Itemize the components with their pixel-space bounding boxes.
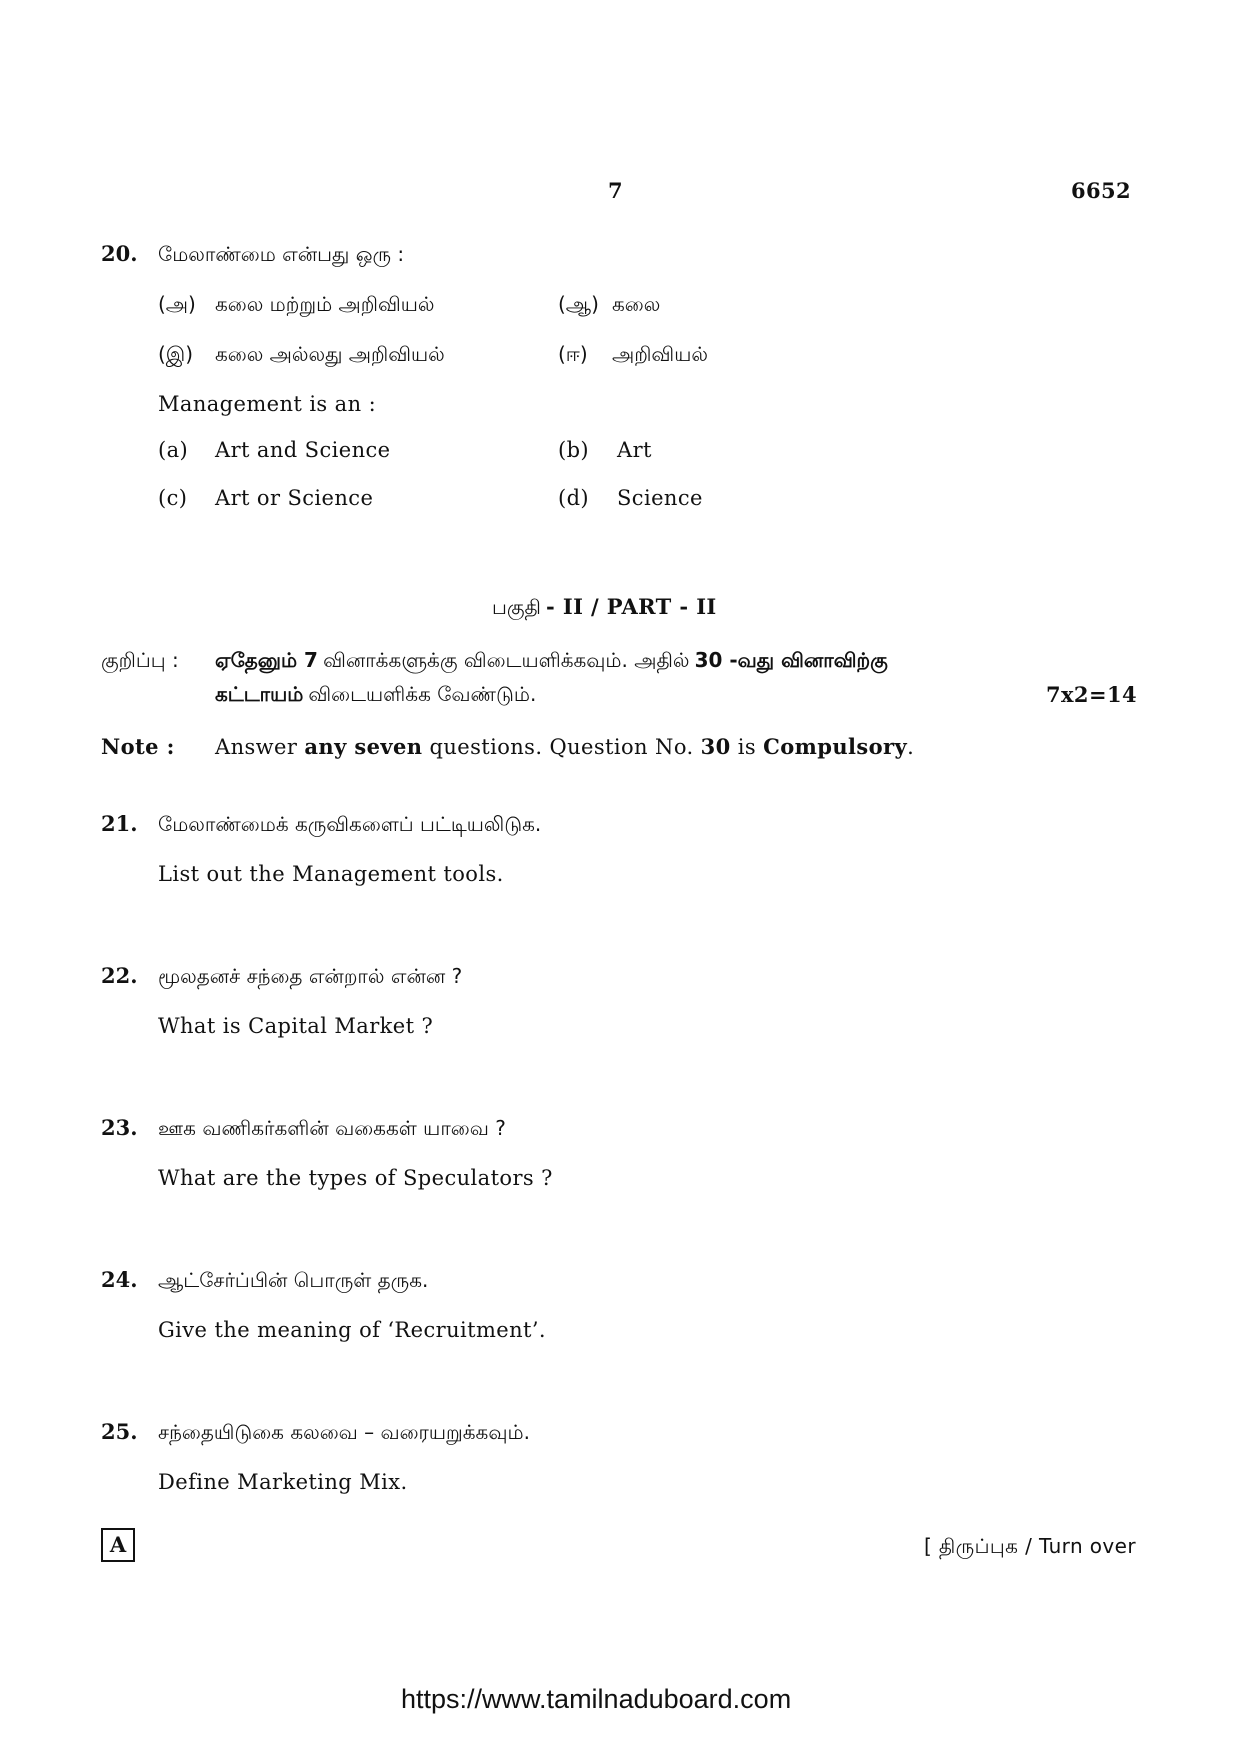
note-text — [215, 734, 914, 759]
tamil-note-emphasis: 30 -வது வினாவிற்கு — [694, 648, 888, 672]
tamil-note-text: வினாக்களுக்கு விடையளிக்கவும். அதில் — [323, 648, 690, 672]
note-text-part: questions. Question No. — [429, 735, 694, 759]
option-label: (அ) — [158, 292, 196, 316]
note-text-part: . — [907, 735, 915, 759]
option-label: (இ) — [158, 342, 194, 366]
page-number: 7 — [608, 178, 624, 203]
note-text-part: is — [737, 735, 757, 759]
option-text: Art and Science — [215, 438, 391, 462]
series-box: A — [101, 1528, 135, 1562]
option-label: (a) — [158, 438, 189, 462]
section-heading-english: - II / PART - II — [546, 594, 717, 619]
question-text-english: Define Marketing Mix. — [158, 1470, 408, 1494]
tamil-note-emphasis: கட்டாயம் — [215, 682, 304, 706]
question-text-tamil: ஆட்சேர்ப்பின் பொருள் தருக. — [158, 1268, 429, 1292]
question-text-english: What are the types of Speculators ? — [158, 1166, 553, 1190]
question-text-tamil: மூலதனச் சந்தை என்றால் என்ன ? — [158, 964, 463, 988]
tamil-note-line-1 — [215, 648, 888, 675]
question-text-tamil: மேலாண்மை என்பது ஒரு : — [158, 242, 405, 266]
question-number: 24. — [101, 1267, 138, 1292]
question-text-english: Management is an : — [158, 392, 377, 416]
option-text: கலை மற்றும் அறிவியல் — [215, 292, 435, 316]
tamil-note-label: குறிப்பு : — [101, 648, 179, 672]
note-emphasis: 30 — [700, 734, 731, 759]
question-number: 25. — [101, 1419, 138, 1444]
question-number: 21. — [101, 811, 138, 836]
question-text-english: Give the meaning of ‘Recruitment’. — [158, 1318, 547, 1342]
question-number: 20. — [101, 241, 138, 266]
note-emphasis: any seven — [304, 734, 423, 759]
note-label: Note : — [101, 734, 175, 759]
option-text: கலை — [612, 292, 661, 316]
option-text: Art or Science — [215, 486, 374, 510]
question-text-english: List out the Management tools. — [158, 862, 504, 886]
option-text: Art — [617, 438, 652, 462]
option-label: (ஆ) — [558, 292, 599, 316]
option-text: Science — [617, 486, 703, 510]
tamil-note-text: விடையளிக்க வேண்டும். — [308, 682, 537, 706]
section-heading — [492, 594, 717, 622]
option-text: கலை அல்லது அறிவியல் — [215, 342, 445, 366]
question-text-tamil: ஊக வணிகர்களின் வகைகள் யாவை ? — [158, 1116, 506, 1140]
option-label: (ஈ) — [558, 342, 588, 366]
footer-url[interactable]: https://www.tamilnaduboard.com — [401, 1684, 792, 1714]
note-text-part: Answer — [215, 735, 298, 759]
note-emphasis: Compulsory — [763, 734, 908, 759]
option-label: (b) — [558, 438, 590, 462]
turn-over-text: [ திருப்புக / Turn over — [923, 1534, 1136, 1558]
option-label: (d) — [558, 486, 590, 510]
tamil-note-line-2 — [215, 682, 536, 709]
question-text-tamil: மேலாண்மைக் கருவிகளைப் பட்டியலிடுக. — [158, 812, 542, 836]
turn-over — [924, 1534, 1136, 1561]
marks-allocation: 7x2=14 — [1046, 682, 1137, 707]
question-number: 23. — [101, 1115, 138, 1140]
tamil-note-emphasis: ஏதேனும் 7 — [215, 648, 318, 672]
option-label: (c) — [158, 486, 188, 510]
section-heading-tamil: பகுதி — [492, 595, 541, 619]
paper-code: 6652 — [1071, 178, 1132, 203]
option-text: அறிவியல் — [612, 342, 708, 366]
question-number: 22. — [101, 963, 138, 988]
question-text-tamil: சந்தையிடுகை கலவை – வரையறுக்கவும். — [158, 1420, 530, 1444]
question-text-english: What is Capital Market ? — [158, 1014, 434, 1038]
